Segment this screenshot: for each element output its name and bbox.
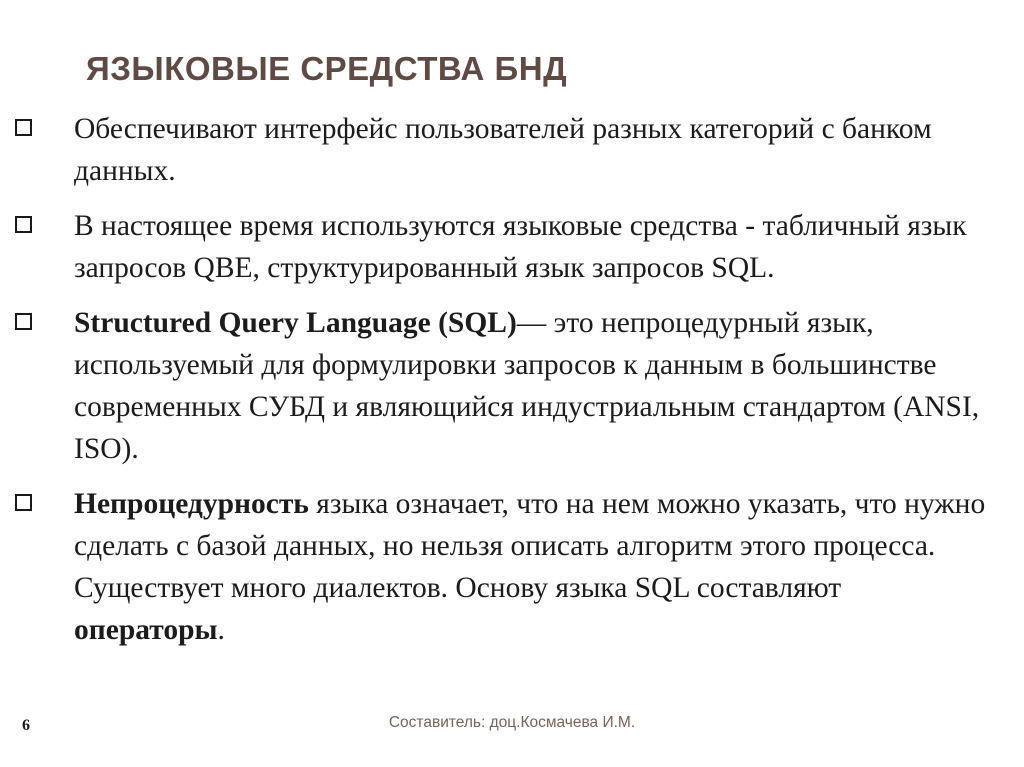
bullet-text [74, 488, 985, 646]
footer-author: Составитель: доц.Космачева И.М. [388, 714, 636, 731]
bullet-text [74, 113, 932, 187]
square-bullet-icon [15, 119, 32, 136]
square-bullet-icon [15, 216, 32, 233]
bullet-segment-bold: операторы [74, 614, 218, 646]
bullet-segment: Обеспечивают интерфейс пользователей разных категорий с банком данных. [74, 113, 932, 187]
bullet-item [0, 302, 1024, 470]
square-bullet-icon [15, 494, 32, 511]
page-number: 6 [22, 717, 30, 734]
slide-title: ЯЗЫКОВЫЕ СРЕДСТВА БНД [86, 50, 568, 87]
bullet-item [0, 205, 1024, 289]
bullet-segment: В настоящее время используются языковые средства - табличный язык запросов QBE, структурированный язык запросов SQL. [74, 210, 967, 284]
bullet-segment: языка означает, что на нем можно указать, что нужно сделать с базой данных, но нельзя описать алгоритм этого процесса. Существует много диалектов. Основу языка SQL составляют [74, 488, 986, 604]
bullet-list [0, 108, 1024, 651]
bullet-item [0, 483, 1024, 651]
bullet-segment-bold: Непроцедурность [74, 488, 309, 520]
bullet-text [74, 307, 979, 465]
bullet-segment: — это непроцедурный язык, используемый для формулировки запросов к данным в большинстве современных СУБД и являющийся индустриальным стандартом (ANSI, ISO). [74, 307, 980, 465]
square-bullet-icon [15, 313, 32, 330]
bullet-segment: . [217, 614, 225, 646]
bullet-text [74, 210, 967, 284]
bullet-item [0, 108, 1024, 192]
bullet-segment-bold: Structured Query Language (SQL) [74, 307, 517, 339]
